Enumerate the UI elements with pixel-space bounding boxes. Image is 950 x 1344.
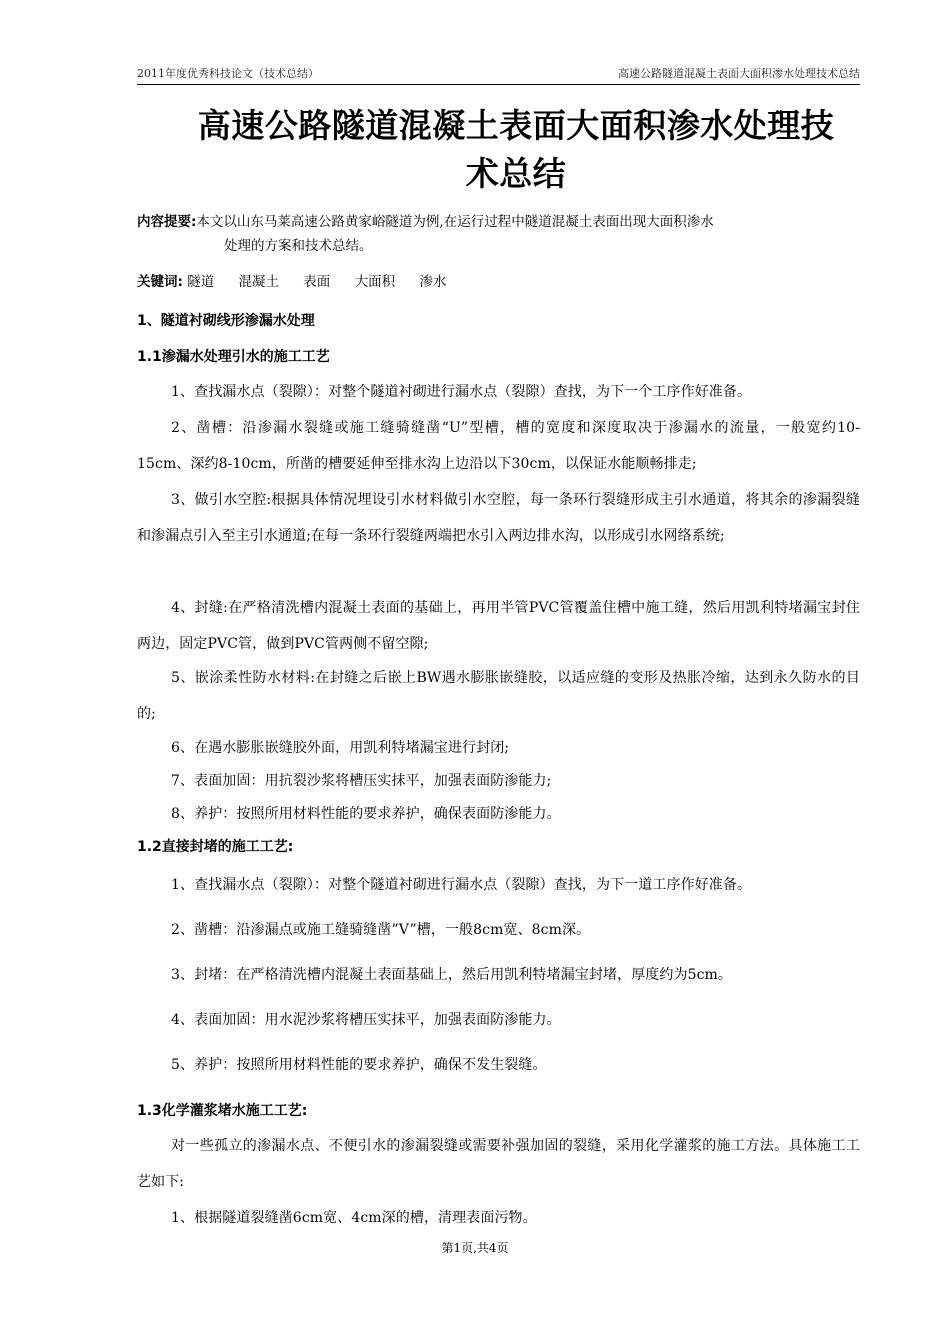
keyword: 大面积 bbox=[354, 274, 396, 290]
header-right-text: 高速公路隧道混凝土表面大面积渗水处理技术总结 bbox=[618, 67, 860, 80]
title-line-1: 高速公路隧道混凝土表面大面积渗水处理技 bbox=[197, 106, 835, 145]
paragraph: 3、封堵：在严格清洗槽内混凝土表面基础上，然后用凯利特堵漏宝封堵，厚度约为5cm。 bbox=[171, 967, 733, 983]
paragraph: 1、根据隧道裂缝凿6cm宽、4cm深的槽，清理表面污物。 bbox=[171, 1210, 537, 1226]
paragraph: 2、凿槽：沿渗漏水裂缝或施工缝骑缝凿“U”型槽，槽的宽度和深度取决于渗漏水的流量，一般宽约10-15cm、深约8-10cm，所凿的槽要延伸至排水沟上边沿以下30cm，以保证水能顺畅排走; bbox=[137, 420, 860, 472]
keyword: 表面 bbox=[303, 274, 331, 290]
paragraph: 4、表面加固：用水泥沙浆将槽压实抹平，加强表面防渗能力。 bbox=[171, 1012, 561, 1028]
paragraph: 1、查找漏水点（裂隙）：对整个隧道衬砌进行漏水点（裂隙）查找，为下一道工序作好准备。 bbox=[171, 877, 752, 893]
keyword: 渗水 bbox=[419, 274, 447, 290]
keywords-label: 关键词: bbox=[137, 274, 183, 290]
abstract-label: 内容提要: bbox=[137, 214, 197, 230]
paragraph: 对一些孤立的渗漏水点、不便引水的渗漏裂缝或需要补强加固的裂缝，采用化学灌浆的施工方法。具体施工工艺如下: bbox=[137, 1138, 860, 1190]
paragraph: 3、做引水空腔:根据具体情况埋设引水材料做引水空腔，每一条环行裂缝形成主引水通道，将其余的渗漏裂缝和渗漏点引入至主引水通道;在每一条环行裂缝两端把水引入两边排水沟，以形成引水网络系统; bbox=[137, 492, 860, 544]
title-line-2: 术总结 bbox=[465, 154, 567, 193]
section-heading-1-2: 1.2直接封堵的施工工艺: bbox=[137, 839, 294, 855]
paragraph: 5、嵌涂柔性防水材料:在封缝之后嵌上BW遇水膨胀嵌缝胶，以适应缝的变形及热胀冷缩，达到永久防水的目的; bbox=[137, 670, 860, 722]
page-number: 第1页,共4页 bbox=[441, 1241, 509, 1255]
keyword: 隧道 bbox=[187, 274, 215, 290]
header-left-text: 2011年度优秀科技论文（技术总结） bbox=[137, 67, 319, 80]
paragraph: 2、凿槽：沿渗漏点或施工缝骑缝凿”V”槽，一般8cm宽、8cm深。 bbox=[171, 922, 591, 938]
keyword: 混凝土 bbox=[238, 274, 279, 290]
paragraph: 4、封缝:在严格清洗槽内混凝土表面的基础上，再用半管PVC管覆盖住槽中施工缝，然后用凯利特堵漏宝封住两边，固定PVC管，做到PVC管两侧不留空隙; bbox=[137, 600, 860, 652]
paragraph: 5、养护：按照所用材料性能的要求养护，确保不发生裂缝。 bbox=[171, 1057, 547, 1073]
section-heading-1: 1、隧道衬砌线形渗漏水处理 bbox=[137, 313, 315, 329]
keywords bbox=[137, 272, 860, 292]
abstract-text-2: 处理的方案和技术总结。 bbox=[224, 238, 373, 254]
document-title bbox=[137, 102, 895, 198]
section-heading-1-1: 1.1渗漏水处理引水的施工工艺 bbox=[137, 349, 330, 365]
paragraph: 6、在遇水膨胀嵌缝胶外面，用凯利特堵漏宝进行封闭; bbox=[171, 740, 510, 756]
paragraph: 1、查找漏水点（裂隙）：对整个隧道衬砌进行漏水点（裂隙）查找，为下一个工序作好准备。 bbox=[171, 384, 752, 400]
paragraph: 7、表面加固：用抗裂沙浆将槽压实抹平，加强表面防渗能力; bbox=[171, 773, 552, 789]
paragraph: 8、养护：按照所用材料性能的要求养护，确保表面防渗能力。 bbox=[171, 806, 561, 822]
section-heading-1-3: 1.3化学灌浆堵水施工工艺: bbox=[137, 1103, 308, 1119]
abstract bbox=[137, 210, 860, 258]
abstract-text-1: 本文以山东马莱高速公路黄家峪隧道为例,在运行过程中隧道混凝土表面出现大面积渗水 bbox=[196, 214, 714, 230]
page-header bbox=[137, 66, 860, 85]
